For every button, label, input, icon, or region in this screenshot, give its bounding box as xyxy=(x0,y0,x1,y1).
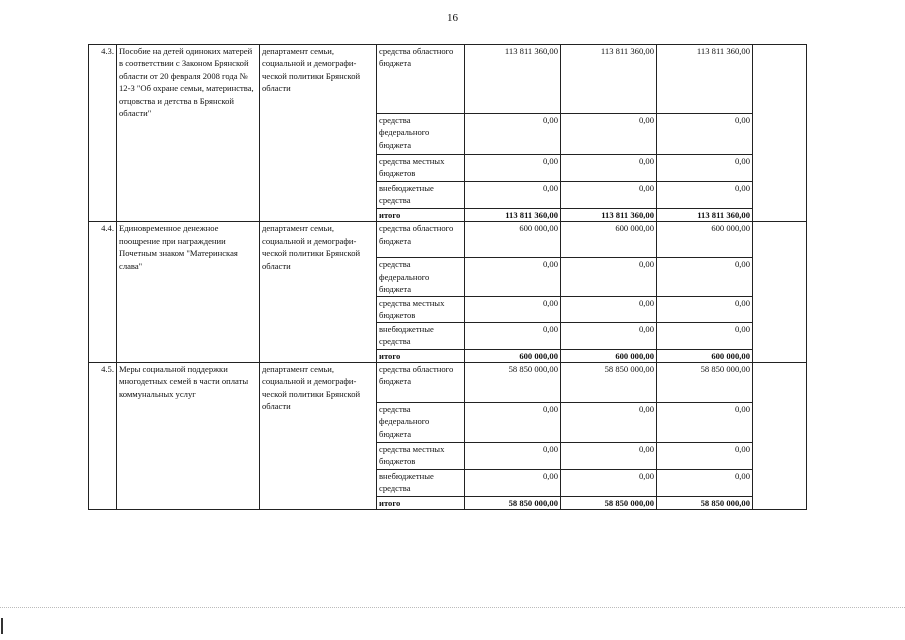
amount-cell: 0,00 xyxy=(561,322,657,349)
page-number: 16 xyxy=(447,12,458,24)
funding-source: средства областного бюджета xyxy=(377,363,465,403)
empty-cell xyxy=(753,222,807,363)
budget-table xyxy=(88,44,807,510)
funding-source: средства областного бюджета xyxy=(377,45,465,114)
funding-source: средства федерального бюджета xyxy=(377,258,465,296)
amount-cell: 0,00 xyxy=(561,182,657,209)
amount-cell: 0,00 xyxy=(465,443,561,470)
funding-source: средства местных бюджетов xyxy=(377,155,465,182)
funding-source: внебюджетные средства xyxy=(377,470,465,497)
amount-cell: 58 850 000,00 xyxy=(561,363,657,403)
amount-cell: 0,00 xyxy=(657,258,753,296)
amount-cell: 0,00 xyxy=(465,322,561,349)
amount-cell: 0,00 xyxy=(657,182,753,209)
table-row xyxy=(89,363,807,403)
amount-cell: 0,00 xyxy=(657,296,753,322)
scan-artifact-line xyxy=(0,607,905,609)
funding-source: внебюджетные средства xyxy=(377,322,465,349)
funding-source: средства местных бюджетов xyxy=(377,296,465,322)
total-amount: 58 850 000,00 xyxy=(561,497,657,510)
amount-cell: 113 811 360,00 xyxy=(465,45,561,114)
total-amount: 113 811 360,00 xyxy=(465,209,561,222)
funding-source: средства местных бюджетов xyxy=(377,443,465,470)
funding-source: внебюджетные средства xyxy=(377,182,465,209)
total-amount: 600 000,00 xyxy=(561,349,657,362)
amount-cell: 0,00 xyxy=(465,114,561,155)
amount-cell: 0,00 xyxy=(465,470,561,497)
amount-cell: 58 850 000,00 xyxy=(465,363,561,403)
amount-cell: 0,00 xyxy=(465,155,561,182)
funding-source: средства федерального бюджета xyxy=(377,403,465,443)
amount-cell: 0,00 xyxy=(657,443,753,470)
amount-cell: 0,00 xyxy=(465,258,561,296)
amount-cell: 0,00 xyxy=(561,258,657,296)
department: департамент семьи, социальной и демографи-ческой политики Брянской области xyxy=(260,222,377,363)
amount-cell: 0,00 xyxy=(657,322,753,349)
total-amount: 600 000,00 xyxy=(465,349,561,362)
amount-cell: 0,00 xyxy=(657,470,753,497)
section-number: 4.5. xyxy=(89,363,117,510)
amount-cell: 0,00 xyxy=(561,155,657,182)
amount-cell: 0,00 xyxy=(657,155,753,182)
amount-cell: 113 811 360,00 xyxy=(561,45,657,114)
empty-cell xyxy=(753,45,807,222)
amount-cell: 0,00 xyxy=(561,296,657,322)
table-row xyxy=(89,222,807,258)
amount-cell: 0,00 xyxy=(561,470,657,497)
amount-cell: 600 000,00 xyxy=(657,222,753,258)
empty-cell xyxy=(753,363,807,510)
total-amount: 113 811 360,00 xyxy=(561,209,657,222)
total-amount: 58 850 000,00 xyxy=(657,497,753,510)
department: департамент семьи, социальной и демографи-ческой политики Брянской области xyxy=(260,363,377,510)
amount-cell: 600 000,00 xyxy=(561,222,657,258)
total-label: итого xyxy=(377,349,465,362)
amount-cell: 113 811 360,00 xyxy=(657,45,753,114)
amount-cell: 0,00 xyxy=(465,403,561,443)
amount-cell: 0,00 xyxy=(561,443,657,470)
measure-name: Единовременное денежное поощрение при награждении Почетным знаком "Материнская слава" xyxy=(117,222,260,363)
table-row xyxy=(89,45,807,114)
total-label: итого xyxy=(377,497,465,510)
total-amount: 600 000,00 xyxy=(657,349,753,362)
amount-cell: 58 850 000,00 xyxy=(657,363,753,403)
total-label: итого xyxy=(377,209,465,222)
scan-artifact-mark xyxy=(1,618,3,634)
funding-source: средства федерального бюджета xyxy=(377,114,465,155)
amount-cell: 600 000,00 xyxy=(465,222,561,258)
amount-cell: 0,00 xyxy=(465,296,561,322)
department: департамент семьи, социальной и демографи-ческой политики Брянской области xyxy=(260,45,377,222)
measure-name: Меры социальной поддержки многодетных семей в части оплаты коммунальных услуг xyxy=(117,363,260,510)
measure-name: Пособие на детей одиноких матерей в соответствии с Законом Брянской области от 20 февраля 2008 года № 12-З "Об охране семьи, материнства, отцовства и детства в Брянской области" xyxy=(117,45,260,222)
amount-cell: 0,00 xyxy=(657,114,753,155)
amount-cell: 0,00 xyxy=(465,182,561,209)
funding-source: средства областного бюджета xyxy=(377,222,465,258)
amount-cell: 0,00 xyxy=(657,403,753,443)
total-amount: 113 811 360,00 xyxy=(657,209,753,222)
section-number: 4.3. xyxy=(89,45,117,222)
amount-cell: 0,00 xyxy=(561,403,657,443)
amount-cell: 0,00 xyxy=(561,114,657,155)
total-amount: 58 850 000,00 xyxy=(465,497,561,510)
section-number: 4.4. xyxy=(89,222,117,363)
